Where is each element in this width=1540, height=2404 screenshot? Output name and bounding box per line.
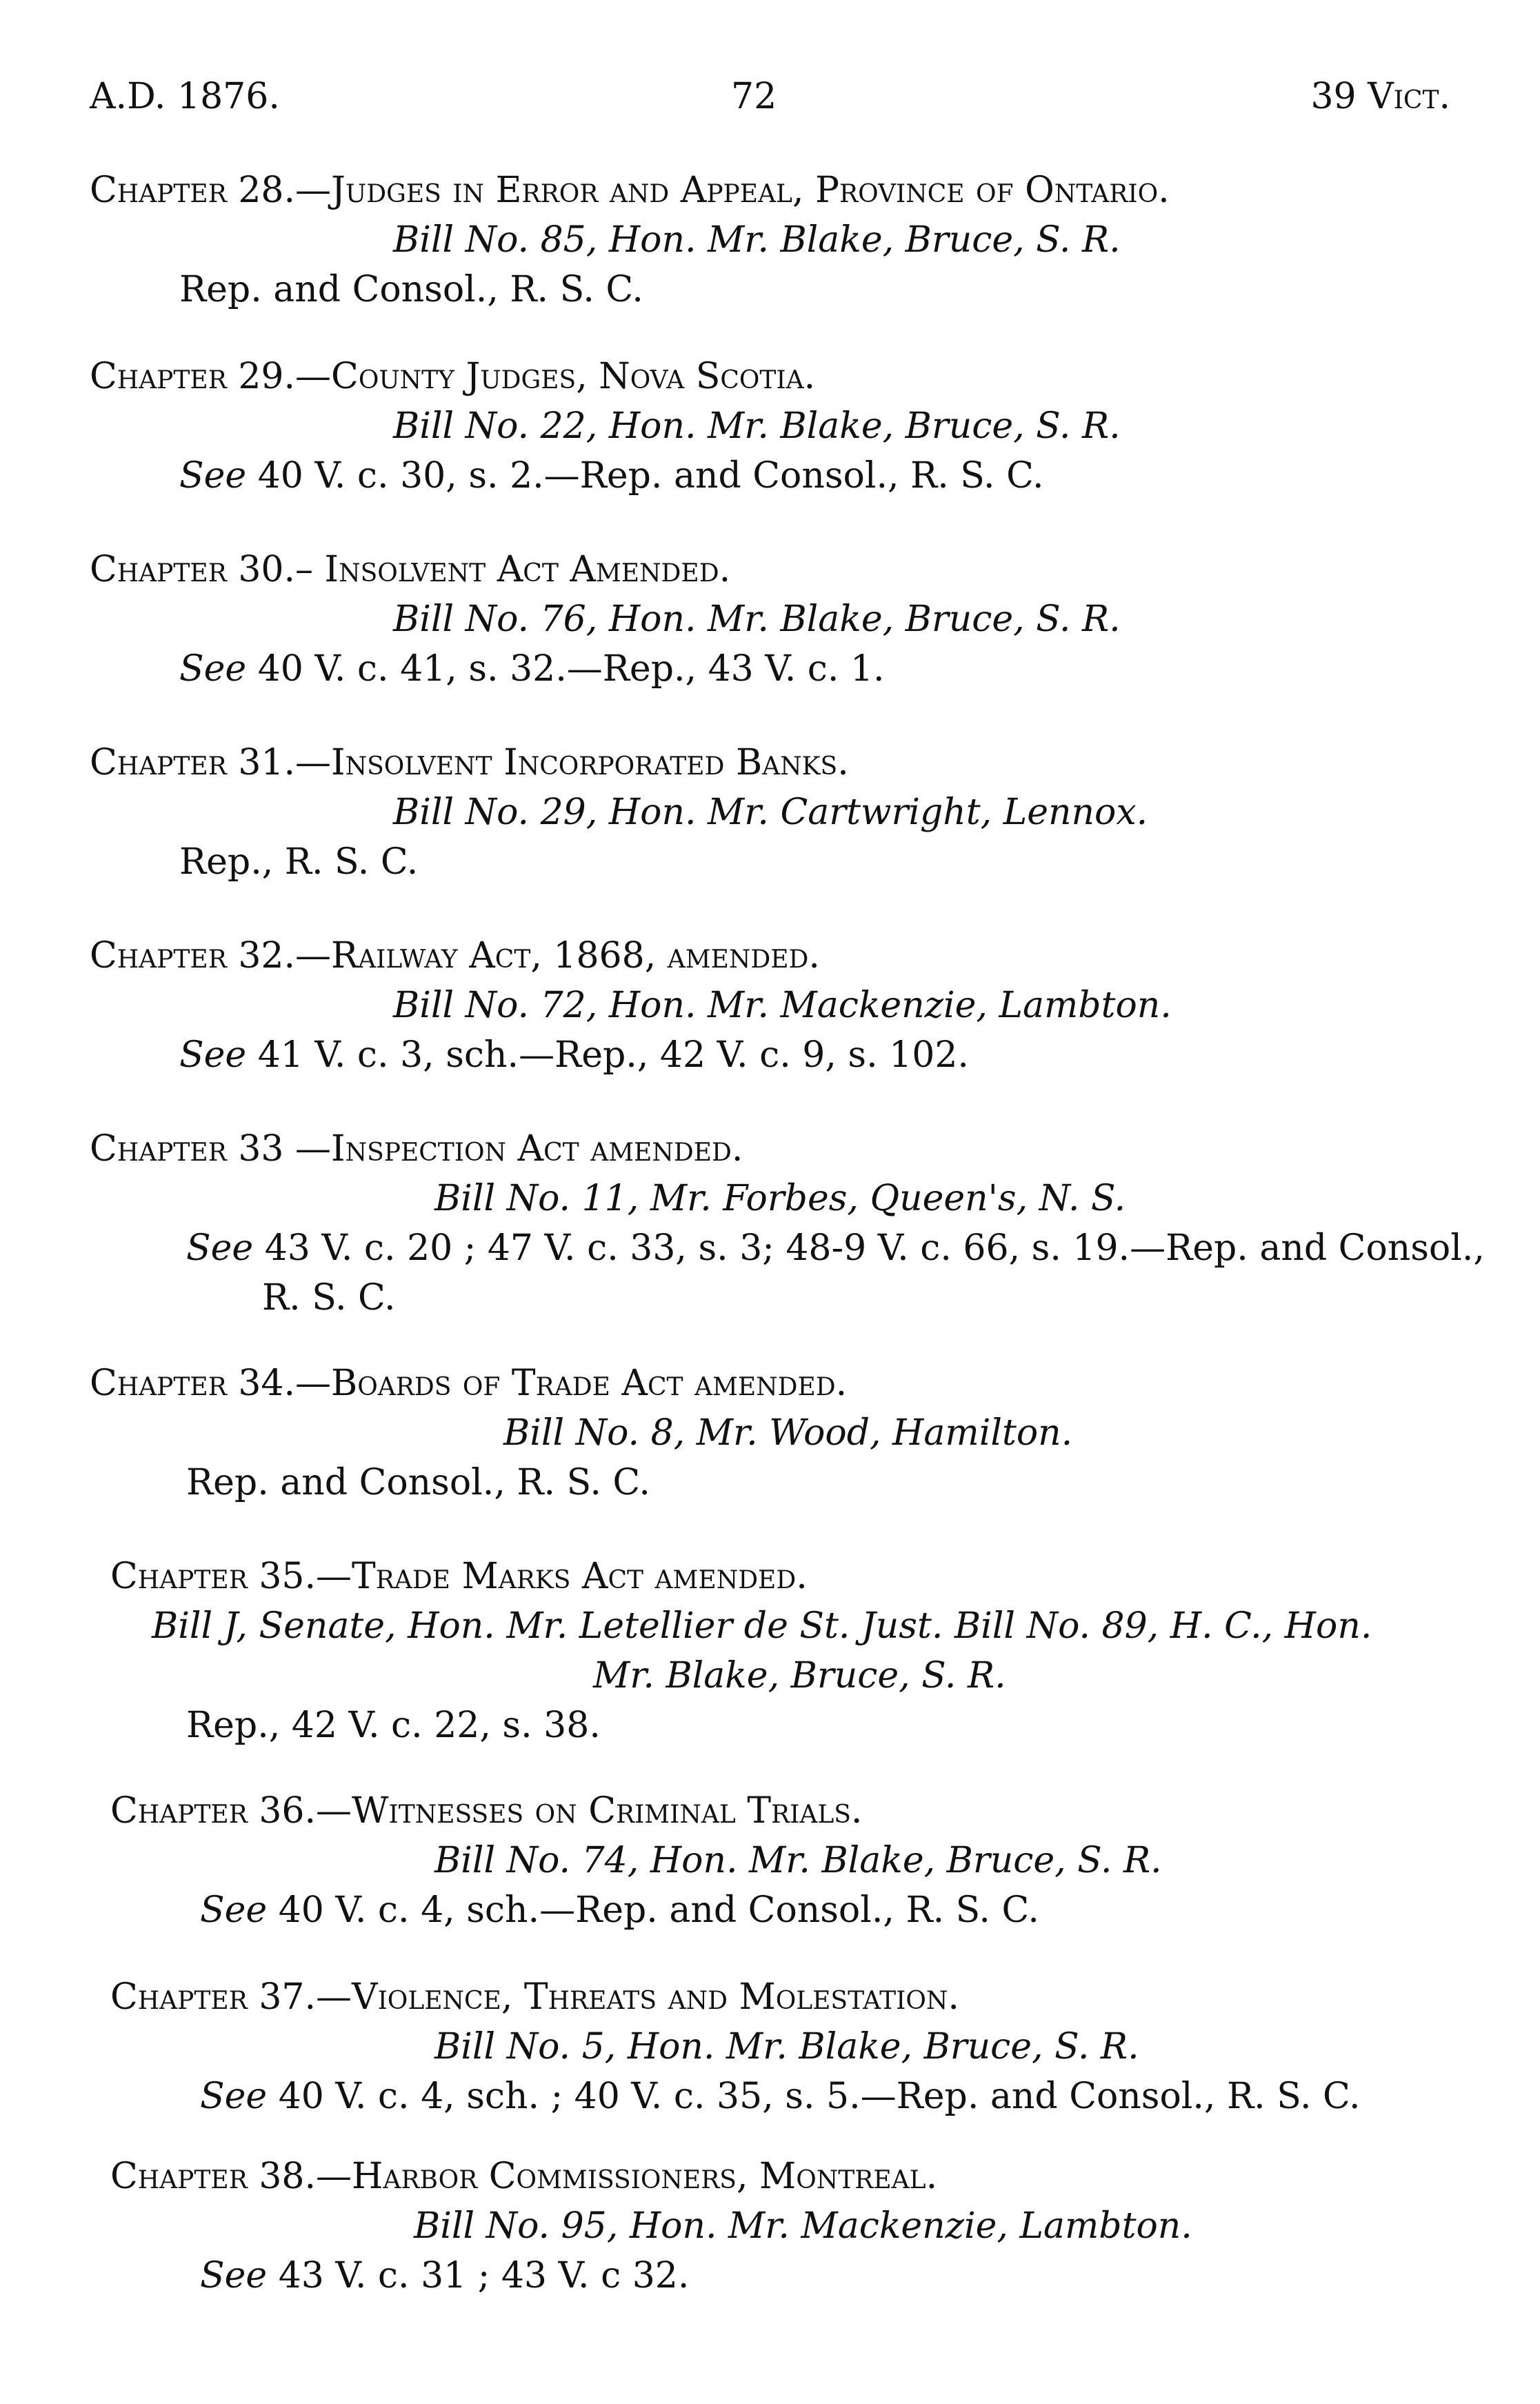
bill-reference: Bill No. 95, Hon. Mr. Mackenzie, Lambton. [414,2205,1192,2247]
see-label: See [179,1034,247,1076]
bill-reference: Bill No. 29, Hon. Mr. Cartwright, Lennox. [393,792,1148,833]
chapter-entry [90,545,1471,694]
chapter-entry [90,1124,1485,1323]
note-text: 40 V. c. 30, s. 2.—Rep. and Consol., R. S. C. [246,455,1044,497]
header-year: A.D. 1876. [90,76,280,117]
bill-reference: Bill No. 22, Hon. Mr. Blake, Bruce, S. R. [393,405,1121,447]
chapter-title: Chapter 31.—Insolvent Incorporated Banks. [90,742,849,783]
chapter-entry [90,738,1471,887]
see-label: See [200,2076,268,2117]
see-label: See [179,648,247,690]
note-text: 40 V. c. 4, sch.—Rep. and Consol., R. S. C. [267,1890,1039,1931]
chapter-entry [90,1552,1471,1750]
chapter-title: Chapter 29.—County Judges, Nova Scotia. [90,356,816,397]
note-text: 43 V. c. 20 ; 47 V. c. 33, s. 3; 48-9 V. c. 66, s. 19.—Rep. and Consol., [253,1228,1485,1269]
bill-reference: Bill No. 5, Hon. Mr. Blake, Bruce, S. R. [434,2026,1139,2067]
note-text: 41 V. c. 3, sch.—Rep., 42 V. c. 9, s. 102. [246,1034,969,1076]
bill-reference: Bill No. 76, Hon. Mr. Blake, Bruce, S. R. [393,599,1121,640]
see-label: See [200,2255,268,2296]
chapter-title: Chapter 35.—Trade Marks Act amended. [110,1556,808,1597]
chapter-title: Chapter 38.—Harbor Commissioners, Montreal. [110,2156,938,2197]
chapter-entry [90,352,1471,501]
header-regnal-year: 39 Vict. [1310,76,1450,117]
note-text: Rep. and Consol., R. S. C. [179,269,643,310]
note-text: 40 V. c. 41, s. 32.—Rep., 43 V. c. 1. [246,648,885,690]
chapter-note [90,265,1471,314]
note-text: 43 V. c. 31 ; 43 V. c 32. [267,2255,690,2296]
chapter-note [90,2251,1471,2301]
chapter-entry [90,2152,1471,2301]
chapter-title: Chapter 28.—Judges in Error and Appeal, Province of Ontario. [90,170,1170,211]
chapter-entry [90,1786,1471,1935]
chapter-entry [90,1359,1471,1507]
page-header [90,76,1450,131]
bill-reference: Bill No. 85, Hon. Mr. Blake, Bruce, S. R. [393,219,1121,261]
chapter-title: Chapter 30.– Insolvent Act Amended. [90,549,731,590]
chapter-entry [90,166,1471,314]
see-label: See [200,1890,268,1931]
note-text: Rep., 42 V. c. 22, s. 38. [186,1705,601,1746]
chapter-note [90,1458,1471,1507]
chapter-title: Chapter 32.—Railway Act, 1868, amended. [90,935,820,976]
bill-reference: Bill No. 72, Hon. Mr. Mackenzie, Lambton. [393,985,1172,1026]
chapter-note [90,2072,1471,2121]
chapter-note [90,451,1471,501]
chapter-title: Chapter 33 —Inspection Act amended. [90,1128,743,1170]
note-text: 40 V. c. 4, sch. ; 40 V. c. 35, s. 5.—Rep. and Consol., R. S. C. [267,2076,1361,2117]
bill-reference: Bill No. 74, Hon. Mr. Blake, Bruce, S. R. [434,1840,1162,1881]
bill-reference: Bill J, Senate, Hon. Mr. Letellier de St. Just. Bill No. 89, H. C., Hon. [152,1605,1372,1647]
bill-reference: Bill No. 8, Mr. Wood, Hamilton. [503,1412,1073,1454]
note-text: Rep. and Consol., R. S. C. [186,1462,650,1503]
chapter-entry [90,931,1471,1080]
chapter-note [90,1701,1471,1750]
chapter-title: Chapter 34.—Boards of Trade Act amended. [90,1363,848,1404]
chapter-entry [90,1972,1471,2121]
see-label: See [186,1228,254,1269]
chapter-note [90,1223,1485,1273]
chapter-title: Chapter 36.—Witnesses on Criminal Trials. [110,1790,863,1832]
page-number: 72 [731,76,777,117]
chapter-note [90,837,1471,887]
bill-reference: Bill No. 11, Mr. Forbes, Queen's, N. S. [434,1178,1126,1219]
chapter-note [90,1885,1471,1935]
bill-reference-continued: Mr. Blake, Bruce, S. R. [593,1655,1006,1696]
chapter-title: Chapter 37.—Violence, Threats and Molestation. [110,1976,959,2018]
see-label: See [179,455,247,497]
note-text: Rep., R. S. C. [179,841,419,883]
chapter-note-continued: R. S. C. [262,1277,396,1319]
chapter-note [90,644,1471,694]
chapter-note [90,1030,1471,1080]
